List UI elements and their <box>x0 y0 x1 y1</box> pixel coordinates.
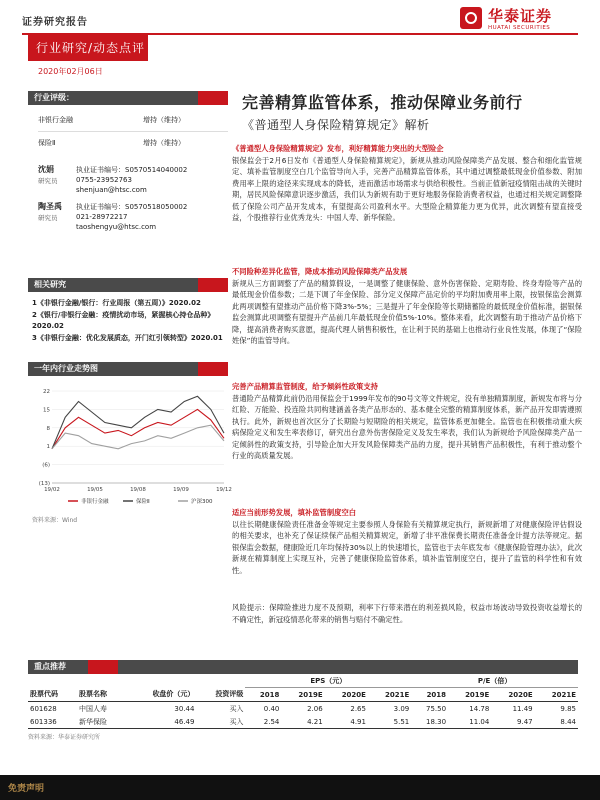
col-header: 收盘价（元） <box>152 690 195 699</box>
col-header: 2019E <box>465 690 490 699</box>
eps-group-label: EPS（元） <box>245 674 411 688</box>
y-tick-label: 15 <box>43 407 50 414</box>
pe-value: 14.78 <box>469 704 490 713</box>
analyst-name: 陶圣禹 <box>38 202 62 211</box>
pe-value: 9.85 <box>560 704 576 713</box>
col-header: 股票名称 <box>79 690 107 699</box>
related-item[interactable]: 2《银行/非银行金融：疫情扰动市场，紧握核心持仓品种》2020.02 <box>32 311 215 330</box>
stock-name: 新华保险 <box>79 717 107 726</box>
eps-value: 2.54 <box>263 717 280 726</box>
risk-text: 风险提示：保障险推进力度不及预期，利率下行带来潜在的利差损风险，权益市场波动导致投资收益增长的不确定性，新冠疫情恶化带来的销售与赔付不确定性。 <box>232 603 582 624</box>
ratings-header: 行业评级： <box>28 91 228 105</box>
eps-value: 2.06 <box>307 704 323 713</box>
related-list <box>32 298 232 345</box>
footer-bar <box>0 775 600 800</box>
close-price: 46.49 <box>174 717 195 726</box>
col-header: 股票代码 <box>30 690 58 699</box>
table-title: 重点推荐 <box>28 660 578 674</box>
table-group-row <box>28 674 578 688</box>
analyst-phone: 021-28972217 <box>76 213 128 221</box>
summary-section <box>232 143 582 230</box>
pe-value: 18.30 <box>426 717 447 726</box>
table-source: 资料来源：华泰证券研究所 <box>28 734 101 741</box>
huatai-logo <box>460 5 580 35</box>
x-tick-label: 19/12 <box>216 487 232 493</box>
logo-mark-icon <box>460 7 482 29</box>
analyst-email[interactable]: taoshengyu@htsc.com <box>76 223 157 231</box>
section-pricing <box>232 266 582 353</box>
series-line <box>52 409 224 448</box>
col-header: 2021E <box>551 690 576 699</box>
paragraph-body: 银保监会于2月6日发布《普通型人身保险精算规定》，新规从推动风险保障类产品发展、整合和细化监管规定、填补监管制度空白几个监管导向入手，完善产品精算监管体系，其中通过调整最低现金价值参数、附加费用率上限的途径来实现成本的降低，进而激活市场需求与供给积极性。当前正值新冠疫情阻击战的关键时期，居民风险保障意识逐步激活，我们认为新规有助于更好地服务保险消费者权益，也通过相关规定调整降低了保险公司产品开发成本，有望提高公司盈利水平。大型险企精算能力更为优异，此次调整有望直接受益，个股推荐行业优秀龙头：中国人寿、新华保险。 <box>232 155 582 222</box>
legend-label: 保险Ⅱ <box>136 499 150 505</box>
section-system <box>232 381 582 468</box>
doc-type: 证券研究报告 <box>22 17 88 28</box>
col-header: 2018 <box>259 690 280 699</box>
y-tick-label: 1 <box>46 444 50 451</box>
table-header-row <box>28 688 578 702</box>
col-header: 2021E <box>384 690 410 699</box>
rating-sector: 保险Ⅱ <box>38 139 56 147</box>
stock-code: 601336 <box>30 717 57 726</box>
analyst-role: 研究员 <box>38 214 58 222</box>
pe-value: 11.04 <box>469 717 490 726</box>
paragraph-body: 新规从三方面调整了产品的精算假设，一是调整了健康保险、意外伤害保险、定期寿险、终身寿险等产品的最低现金价值参数；二是下调了年金保险、部分定义保障产品定价的平均附加费用率上限，按银保监会测算此两项调整有望推动产品价格下降3%-5%；三是提升了年金保险等长期储蓄险的最低现金价值标准，据银保监会测算此项调整有望提升产品前几年最低现金价值5%-10%。整体来看，此次调整有助于推动产品价格下降，提高消费者购买意愿，提高代理人销售积极性，在让利于民的基础上也推动行业良性发展，体现了“保险姓保”的监管导向。 <box>232 278 582 345</box>
y-tick-label: (6) <box>42 462 50 469</box>
rating-sector: 非银行金融 <box>38 116 73 124</box>
col-header: 投资评级 <box>215 690 244 699</box>
analyst-email[interactable]: shenjuan@htsc.com <box>76 186 147 194</box>
legend-label: 非银行金融 <box>81 499 109 505</box>
rating-row <box>38 109 228 131</box>
report-category-banner: 行业研究/动态点评 <box>28 35 148 61</box>
analyst-name: 沈娟 <box>38 165 54 174</box>
y-tick-label: 22 <box>43 389 50 395</box>
paragraph-heading: 《普通型人身保险精算规定》发布，利好精算能力突出的大型险企 <box>232 144 444 153</box>
analyst-phone: 0755-23952763 <box>76 176 132 184</box>
y-tick-label: (13) <box>38 481 50 487</box>
rating-row <box>38 132 228 154</box>
analyst-card <box>38 165 228 205</box>
pe-value: 9.47 <box>517 717 533 726</box>
x-tick-label: 19/02 <box>44 487 60 493</box>
chart-header: 一年内行业走势图 <box>28 362 228 376</box>
col-header: 2020E <box>508 690 533 699</box>
eps-value: 5.51 <box>393 717 410 726</box>
stock-name: 中国人寿 <box>79 704 107 713</box>
related-item[interactable]: 1《非银行金融/银行：行业周报（第五周）》2020.02 <box>32 299 201 307</box>
eps-value: 4.91 <box>350 717 366 726</box>
paragraph-heading: 不同险种差异化监管，降成本推动风险保障类产品发展 <box>232 267 408 276</box>
table-row <box>28 715 578 729</box>
recommendation-table <box>28 660 578 741</box>
related-header: 相关研究 <box>28 278 228 292</box>
x-tick-label: 19/08 <box>130 487 146 493</box>
logo-name-en: HUATAI SECURITIES <box>488 25 551 31</box>
paragraph-body: 以往长期健康保险责任准备金等规定主要参照人身保险有关精算规定执行，新规新增了对健康保险评估假设的相关要求，也补充了保证续保产品相关精算规定，新增了非平准保费长期责任准备金计提方法等规定。据银保监会数据，健康险近几年均保持30%以上的快速增长，监管也于去年底发布《健康保险管理办法》，此次新规在精算制度上实现互补，完善了健康保险监管体系，填补监管制度空白，提升了监管的科学性和有效性。 <box>232 519 582 575</box>
analyst-info <box>76 165 187 195</box>
industry-trend-chart <box>28 383 232 513</box>
x-tick-label: 19/09 <box>173 487 189 493</box>
report-subtitle: 《普通型人身保险精算规定》解析 <box>242 118 430 132</box>
col-header: 2020E <box>341 690 366 699</box>
analyst-license: 执业证书编号：S0570514040002 <box>76 166 188 174</box>
section-gap <box>232 507 582 582</box>
table-row <box>28 702 578 716</box>
paragraph-heading: 完善产品精算监管制度，给予倾斜性政策支持 <box>232 382 378 391</box>
eps-value: 4.21 <box>307 717 323 726</box>
y-tick-label: 8 <box>46 425 50 432</box>
report-date: 2020年02月06日 <box>38 67 103 76</box>
analyst-license: 执业证书编号：S0570518050002 <box>76 203 188 211</box>
pe-value: 11.49 <box>512 704 533 713</box>
rating-value: 增持（维持） <box>143 116 185 124</box>
paragraph-body: 普通险产品精算此前仍沿用保监会于1999年发布的90号文等文件规定，没有单独精算制度，新规发布将与分红险、万能险、投连险共同构建涵盖各类产品形态的、基本健全完整的精算制度体系，新产品开发即需遵照执行。此外，新规也首次区分了长期险与短期险的相关规定，监管体系更加健全。监管也在积极推动重大疾病保险定义和发生率表修订，研究出台意外伤害保险定义及发生率表，我们认为新规给予风险保障类产品一定倾斜性的政策支持，引导险企加大开发风险保障类产品的力度，提升其销售产品积极性，有利于推动整个行业的高质量发展。 <box>232 393 582 460</box>
eps-value: 0.40 <box>263 704 280 713</box>
series-line <box>52 396 224 449</box>
analyst-role: 研究员 <box>38 177 58 185</box>
close-price: 30.44 <box>174 704 195 713</box>
legend-label: 沪深300 <box>191 499 213 505</box>
series-line <box>52 425 224 449</box>
x-tick-label: 19/05 <box>87 487 103 493</box>
col-header: 2018 <box>426 690 447 699</box>
eps-value: 3.09 <box>393 704 410 713</box>
paragraph-heading: 适应当前形势发展，填补监管制度空白 <box>232 508 357 517</box>
stock-table <box>28 674 578 729</box>
analyst-info <box>76 202 187 232</box>
col-header: 2019E <box>298 690 323 699</box>
investment-rating: 买入 <box>229 717 244 726</box>
pe-group-label: P/E（倍） <box>411 674 578 688</box>
rating-value: 增持（维持） <box>143 139 185 147</box>
ratings-list <box>38 109 228 154</box>
eps-value: 2.65 <box>350 704 366 713</box>
investment-rating: 买入 <box>229 704 244 713</box>
risk-warning <box>232 602 582 631</box>
analyst-card <box>38 202 228 242</box>
related-item[interactable]: 3《非银行金融：优化发展质态，开门红引领转型》2020.01 <box>32 334 223 342</box>
pe-value: 75.50 <box>426 704 447 713</box>
chart-source: 资料来源：Wind <box>32 517 78 524</box>
trend-chart-svg <box>28 383 232 513</box>
logo-name-cn: 华泰证券 <box>488 7 553 25</box>
pe-value: 8.44 <box>560 717 576 726</box>
footer-text: 免责声明 <box>8 784 45 794</box>
report-title: 完善精算监管体系，推动保障业务前行 <box>242 93 523 112</box>
stock-code: 601628 <box>30 704 57 713</box>
